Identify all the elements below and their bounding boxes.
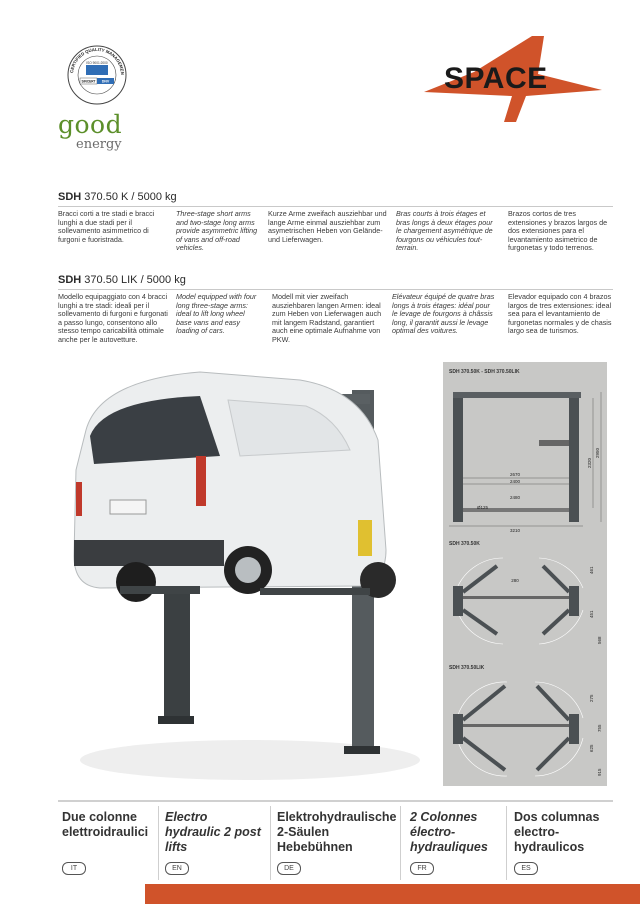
model1-text-it: Bracci corti a tre stadi e bracci lunghi a due stadi per il sollevamento asimmetrico di furgoni e fuoristrada. — [58, 209, 155, 244]
footer-accent-bar — [145, 884, 640, 904]
top-view-lik-diagram — [443, 672, 607, 784]
bottom-rule — [58, 800, 613, 802]
cert-dnv: DNV — [101, 79, 110, 84]
title-fr: 2 Colonnes électro-hydrauliques — [410, 810, 488, 854]
model2-rule — [58, 289, 613, 290]
model2-text-it: Modello equipaggiato con 4 bracci lunghi a tre stadi: ideali per il sollevamento di furgoni e furgonati a passo lungo, consentono allo stesso tempo caricabilità ottimale anche per le autovetture. — [58, 292, 168, 344]
dim-625: 625 — [589, 744, 594, 752]
model2-text-es: Elevador equipado con 4 brazos largos de tres extensiones: ideal sea para el levantamiento de furgonetas normales y de chasis largo sea de turismos. — [508, 292, 612, 336]
model2-name: 370.50 LIK / 5000 kg — [84, 274, 186, 286]
dim-2320: 2320 — [587, 457, 592, 468]
title-it: Due colonne elettroidraulici — [62, 810, 149, 839]
dim-d125: Ø125 — [477, 505, 489, 510]
model2-text-fr: Elévateur équipé de quatre bras longs à trois étages: idéal pour le levage de fourgons à châssis long, il garantit aussi le levage optimal des voitures. — [392, 292, 495, 336]
dim-755: 755 — [597, 724, 602, 732]
model1-text-en: Three-stage short arms and two-stage long arms provide asymmetric lifting of vans and off-road vehicles. — [176, 209, 258, 253]
dim-280: 280 — [511, 578, 519, 583]
title-separator — [506, 806, 507, 880]
cert-sincert: SINCERT — [81, 79, 96, 84]
model1-text-es: Brazos cortos de tres extensiones y brazos largos de dos extensiones para el levantamiento asimetrico de furgonetas y todo terrenos. — [508, 209, 608, 253]
model2-text-en: Model equipped with four long three-stage arms: ideal to lift long wheel base vans and easy loading of cars. — [176, 292, 257, 336]
dim-3210: 3210 — [509, 528, 521, 533]
dim-2950: 2950 — [595, 447, 600, 458]
model1-text-de: Kurze Arme zweifach ausziehbar und lange Arme einmal ausziehbar zum asymetrischen Heben von Gelände-und Lieferwagen. — [268, 209, 387, 244]
iso-certification-badge — [66, 44, 128, 106]
top-view-k-diagram — [443, 548, 607, 656]
title-de: Elektrohydraulische 2-Säulen Hebebühnen — [277, 810, 397, 854]
lang-badge-de: DE — [277, 862, 301, 875]
cert-iso: ISO 9001:2000 — [86, 61, 108, 65]
model2-code: SDH — [58, 274, 82, 286]
title-separator — [400, 806, 401, 880]
brand-logo-text: SPACE — [444, 62, 548, 95]
model1-text-fr: Bras courts à trois étages et bras longs à deux étages pour le chargement asymétrique de fourgons ou véhicules tout-terrain. — [396, 209, 493, 253]
front-elevation-diagram — [443, 376, 607, 536]
diagram2-title: SDH 370.50K — [449, 541, 480, 547]
title-separator — [270, 806, 271, 880]
space-brand-logo — [416, 30, 610, 122]
lang-badge-fr: FR — [410, 862, 434, 875]
cert-ring-text: CERTIFIED QUALITY MANAGEMEN — [69, 46, 126, 75]
lang-badge-es: ES — [514, 862, 538, 875]
model1-name: 370.50 K / 5000 kg — [84, 191, 177, 203]
dim-2670: 2670 — [509, 472, 521, 477]
good-energy-line1: good — [58, 110, 123, 139]
lang-badge-en: EN — [165, 862, 189, 875]
dim-461: 461 — [589, 566, 594, 574]
title-separator — [158, 806, 159, 880]
model1-rule — [58, 206, 613, 207]
dim-451: 451 — [589, 610, 594, 618]
lang-badge-it: IT — [62, 862, 86, 875]
dim-2480: 2480 — [509, 495, 521, 500]
van-on-lift-photo — [60, 360, 440, 790]
dim-568: 568 — [597, 636, 602, 644]
title-es: Dos columnas electro-hydraulicos — [514, 810, 600, 854]
model2-text-de: Modell mit vier zweifach ausziehbaren langen Armen: ideal zum Heben von Lieferwagen auch mit langem Radstand, garantiert auch eine optimale Aufnahme von PKW. — [272, 292, 382, 344]
title-en: Electro hydraulic 2 post lifts — [165, 810, 261, 854]
front-lift-post — [164, 580, 190, 720]
model2-title — [58, 274, 186, 286]
dim-275: 275 — [589, 694, 594, 702]
good-energy-logo — [58, 112, 122, 152]
dim-915: 915 — [597, 768, 602, 776]
model1-code: SDH — [58, 191, 82, 203]
diagram1-title: SDH 370.50K - SDH 370.50LIK — [449, 369, 520, 375]
dim-2400: 2400 — [509, 479, 521, 484]
diagram3-title: SDH 370.50LIK — [449, 665, 485, 671]
good-energy-line2: energy — [76, 137, 122, 152]
model1-title — [58, 191, 177, 203]
